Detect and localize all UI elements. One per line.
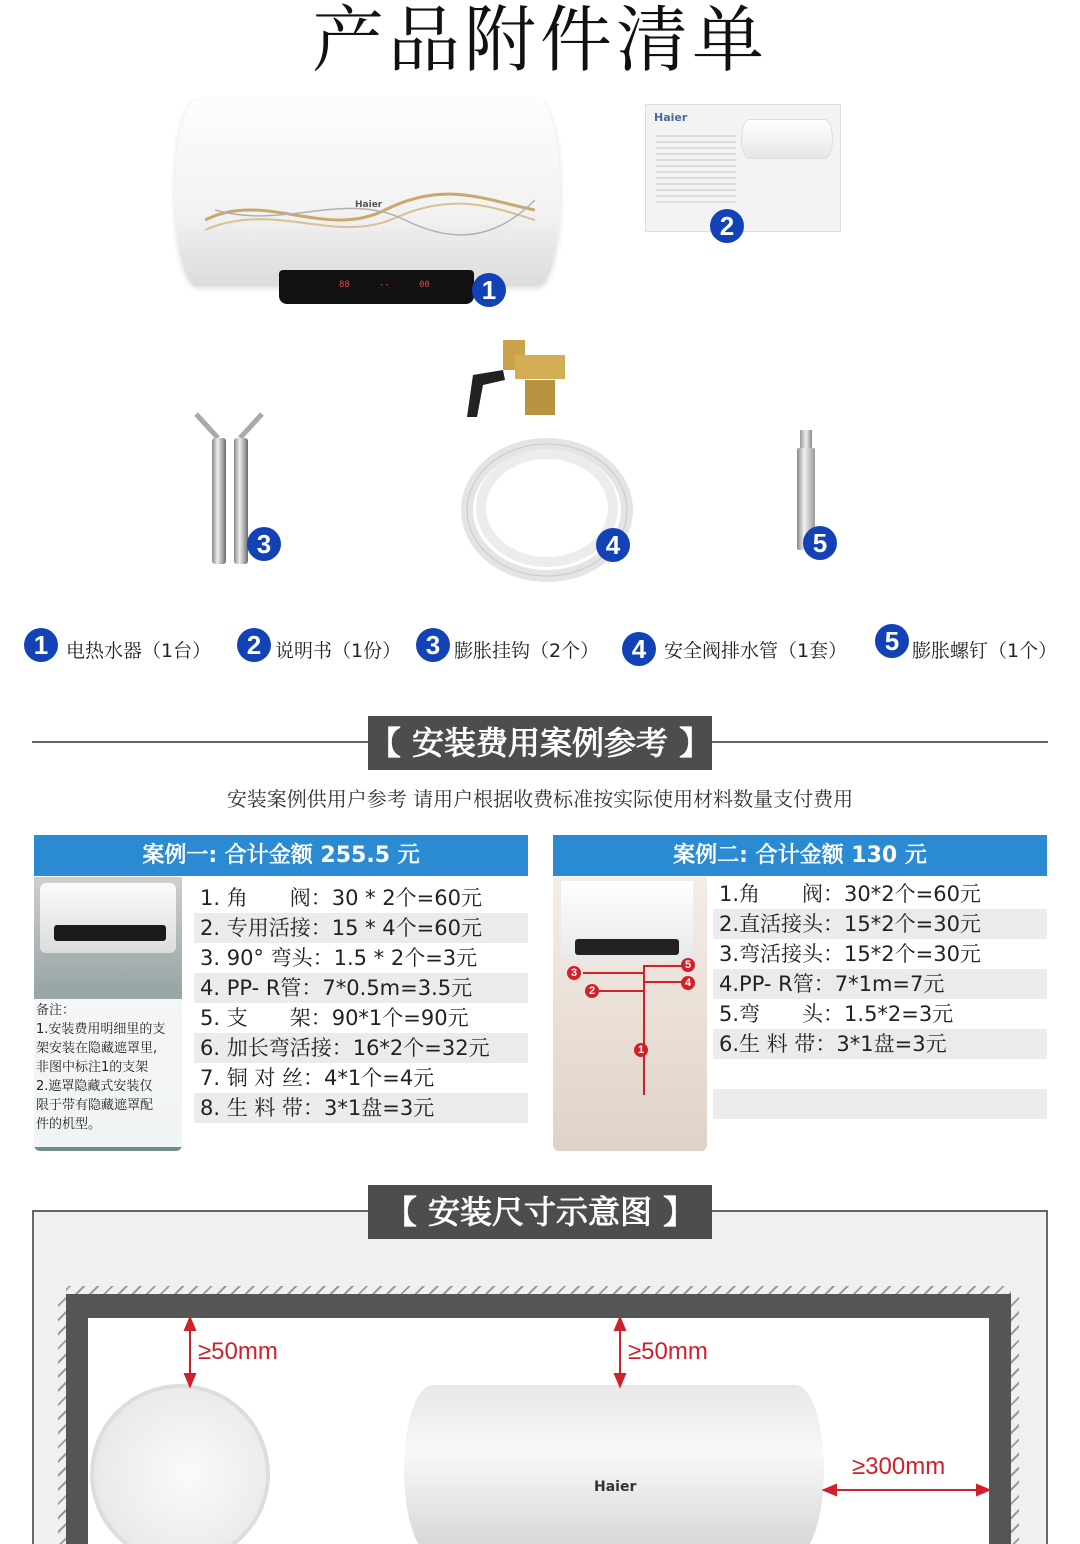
legend-badge: 2: [237, 628, 271, 662]
install-fee-heading: 【 安装费用案例参考 】: [368, 716, 712, 770]
legend-badge: 1: [24, 628, 58, 662]
fee-item: 2.直活接头：15*2个=30元: [713, 909, 1047, 939]
mark-5: 5: [681, 958, 695, 972]
fee-item: 5.弯 头：1.5*2=3元: [719, 1002, 954, 1026]
case-two-title: 案例二: 合计金额 130 元: [553, 835, 1047, 876]
remark-title: 备注：: [36, 1003, 76, 1018]
legend-label: 说明书（1份）: [275, 640, 402, 662]
legend-label: 电热水器（1台）: [66, 640, 212, 662]
remark-line: 2.遮罩隐藏式安装仅: [36, 1079, 153, 1094]
mark-2: 2: [585, 984, 599, 998]
clearance-top-left: ≥50mm: [198, 1338, 278, 1365]
badge-4: 4: [596, 528, 630, 562]
fee-item: 6. 加长弯活接：16*2个=32元: [194, 1033, 528, 1063]
legend-label: 安全阀排水管（1套）: [664, 640, 848, 662]
remark-line: 1.安装费用明细里的支: [36, 1022, 166, 1037]
mark-4: 4: [681, 976, 695, 990]
fee-item: 4. PP- R管：7*0.5m=3.5元: [194, 973, 528, 1003]
remark-line: 件的机型。: [36, 1117, 102, 1132]
fee-item: 3.弯活接头：15*2个=30元: [719, 942, 981, 966]
manual-brand: Haier: [654, 111, 688, 124]
fee-item: 5. 支 架：90*1个=90元: [200, 1006, 469, 1030]
legend-badge: 4: [622, 632, 656, 666]
fee-item: 3. 90° 弯头：1.5 * 2个=3元: [200, 946, 478, 970]
fee-item: 8. 生 料 带：3*1盘=3元: [194, 1093, 528, 1123]
legend-badge: 3: [416, 628, 450, 662]
mark-1: 1: [634, 1043, 648, 1057]
mark-3: 3: [567, 966, 581, 980]
install-fee-note: 安装案例供用户参考 请用户根据收费标准按实际使用材料数量支付费用: [226, 787, 854, 811]
badge-5: 5: [803, 526, 837, 560]
clearance-top-center: ≥50mm: [628, 1338, 708, 1365]
badge-1: 1: [472, 273, 506, 307]
remark-line: 非图中标注1的支架: [36, 1060, 149, 1075]
fee-item: 2. 专用活接：15 * 4个=60元: [194, 913, 528, 943]
fee-item: 4.PP- R管：7*1m=7元: [713, 969, 1047, 999]
badge-3: 3: [247, 527, 281, 561]
legend-label: 膨胀螺钉（1个）: [912, 640, 1058, 662]
control-panel: 88 -- 00: [279, 270, 474, 304]
fee-item: 1.角 阀：30*2个=60元: [719, 882, 981, 906]
fee-item: 1. 角 阀：30 * 2个=60元: [200, 886, 482, 910]
remark-line: 限于带有隐藏遮罩配: [36, 1098, 154, 1113]
fee-item: 7. 铜 对 丝：4*1个=4元: [200, 1066, 435, 1090]
page-title: 产品附件清单: [311, 0, 768, 82]
legend-badge: 5: [875, 624, 909, 658]
case-one-title: 案例一: 合计金额 255.5 元: [34, 835, 528, 876]
fee-item: 6.生 料 带：3*1盘=3元: [713, 1029, 1047, 1059]
remark-line: 架安装在隐藏遮罩里,: [36, 1041, 158, 1056]
heater-brand: Haier: [355, 200, 383, 210]
dimension-heading: 【 安装尺寸示意图 】: [368, 1185, 712, 1239]
tank-brand: Haier: [594, 1479, 637, 1495]
legend-label: 膨胀挂钩（2个）: [454, 640, 600, 662]
clearance-right: ≥300mm: [852, 1453, 946, 1480]
badge-2: 2: [710, 209, 744, 243]
